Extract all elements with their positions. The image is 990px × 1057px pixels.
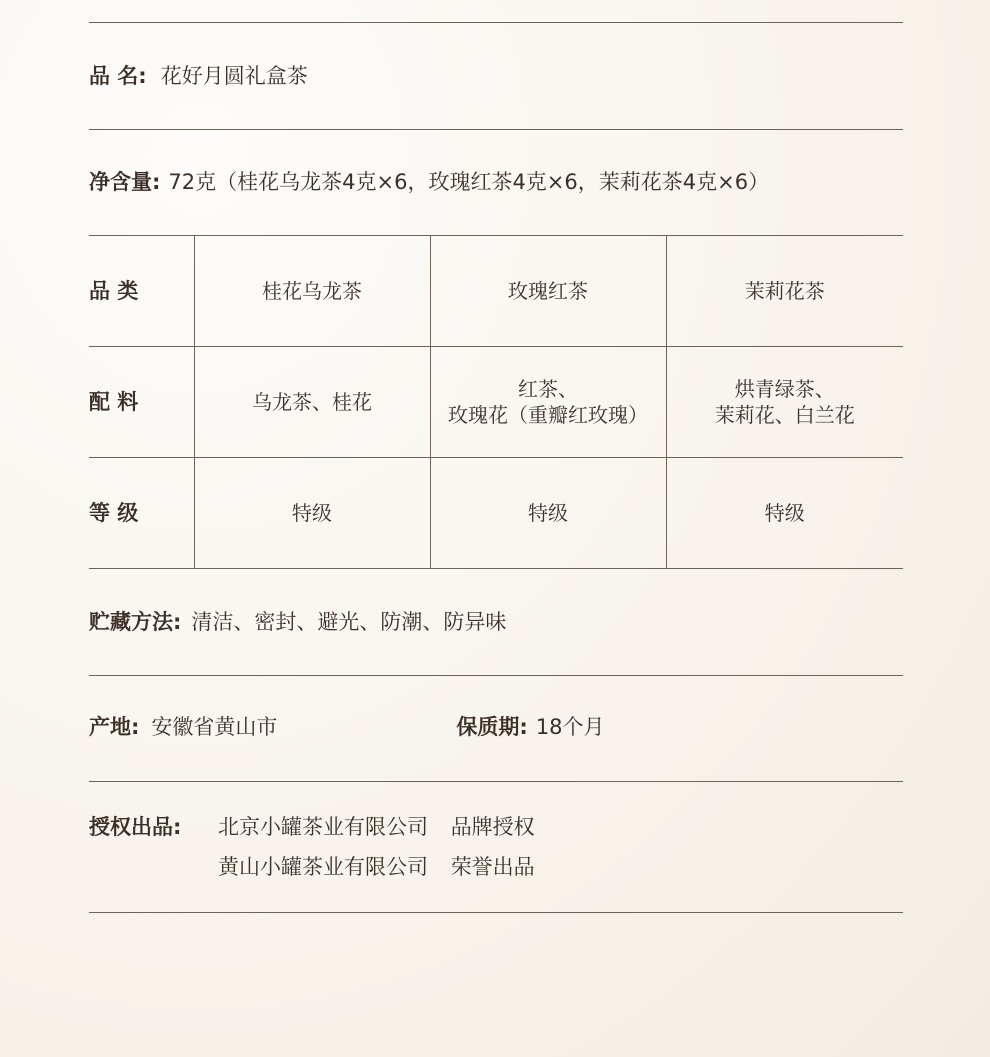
category-cell-3: 茉莉花茶 (666, 236, 903, 347)
net-content-label: 净含量: (89, 170, 161, 194)
divider-bottom (89, 912, 903, 913)
ingredients-cell-1 (194, 347, 430, 458)
ingredients-cell-2-line-2: 玫瑰花（重瓣红玫瑰） (448, 403, 648, 427)
ingredients-cell-2 (430, 347, 666, 458)
authorization-company-1: 北京小罐茶业有限公司 (218, 815, 428, 839)
ingredients-cell-1-line-1: 乌龙茶、桂花 (252, 390, 372, 414)
table-row-grade (89, 458, 903, 569)
grade-cell-3: 特级 (666, 458, 903, 569)
authorization-company-2: 黄山小罐茶业有限公司 (218, 855, 428, 879)
origin-shelf-row (89, 717, 903, 738)
category-cell-1: 桂花乌龙茶 (194, 236, 430, 347)
net-content-value: 72克（桂花乌龙茶4克×6，玫瑰红茶4克×6，茉莉花茶4克×6） (168, 170, 770, 194)
product-name-value: 花好月圆礼盒茶 (160, 64, 308, 88)
storage-label: 贮藏方法: (89, 610, 182, 634)
category-header: 品 类 (89, 236, 194, 347)
authorization-role-2: 荣誉出品 (450, 855, 535, 879)
divider-2 (89, 675, 903, 676)
ingredients-cell-2-line-1: 红茶、 (518, 377, 578, 401)
origin-label: 产地: (89, 715, 140, 739)
category-cell-2: 玫瑰红茶 (430, 236, 666, 347)
authorization-role-1: 品牌授权 (450, 815, 535, 839)
authorization-line-1 (218, 817, 535, 838)
ingredients-cell-3-line-1: 烘青绿茶、 (734, 377, 835, 401)
product-name-row (89, 66, 903, 87)
shelf-life-value: 18个月 (535, 715, 605, 739)
storage-value: 清洁、密封、避光、防潮、防异味 (191, 610, 507, 634)
storage-row (89, 612, 903, 633)
authorization-line-2 (218, 857, 535, 878)
product-name-label: 品 名: (89, 64, 147, 88)
divider-1 (89, 129, 903, 130)
authorization-label: 授权出品: (89, 815, 182, 839)
table-row-ingredients (89, 347, 903, 458)
grade-header: 等 级 (89, 458, 194, 569)
table-row-category (89, 236, 903, 347)
spec-table (89, 235, 903, 569)
shelf-life-label: 保质期: (456, 715, 528, 739)
ingredients-cell-3 (666, 347, 903, 458)
origin-value: 安徽省黄山市 (151, 715, 278, 739)
net-content-row (89, 172, 903, 193)
divider-top (89, 22, 903, 23)
ingredients-header: 配 料 (89, 347, 194, 458)
divider-3 (89, 781, 903, 782)
grade-cell-2: 特级 (430, 458, 666, 569)
grade-cell-1: 特级 (194, 458, 430, 569)
ingredients-cell-3-line-2: 茉莉花、白兰花 (714, 403, 855, 427)
